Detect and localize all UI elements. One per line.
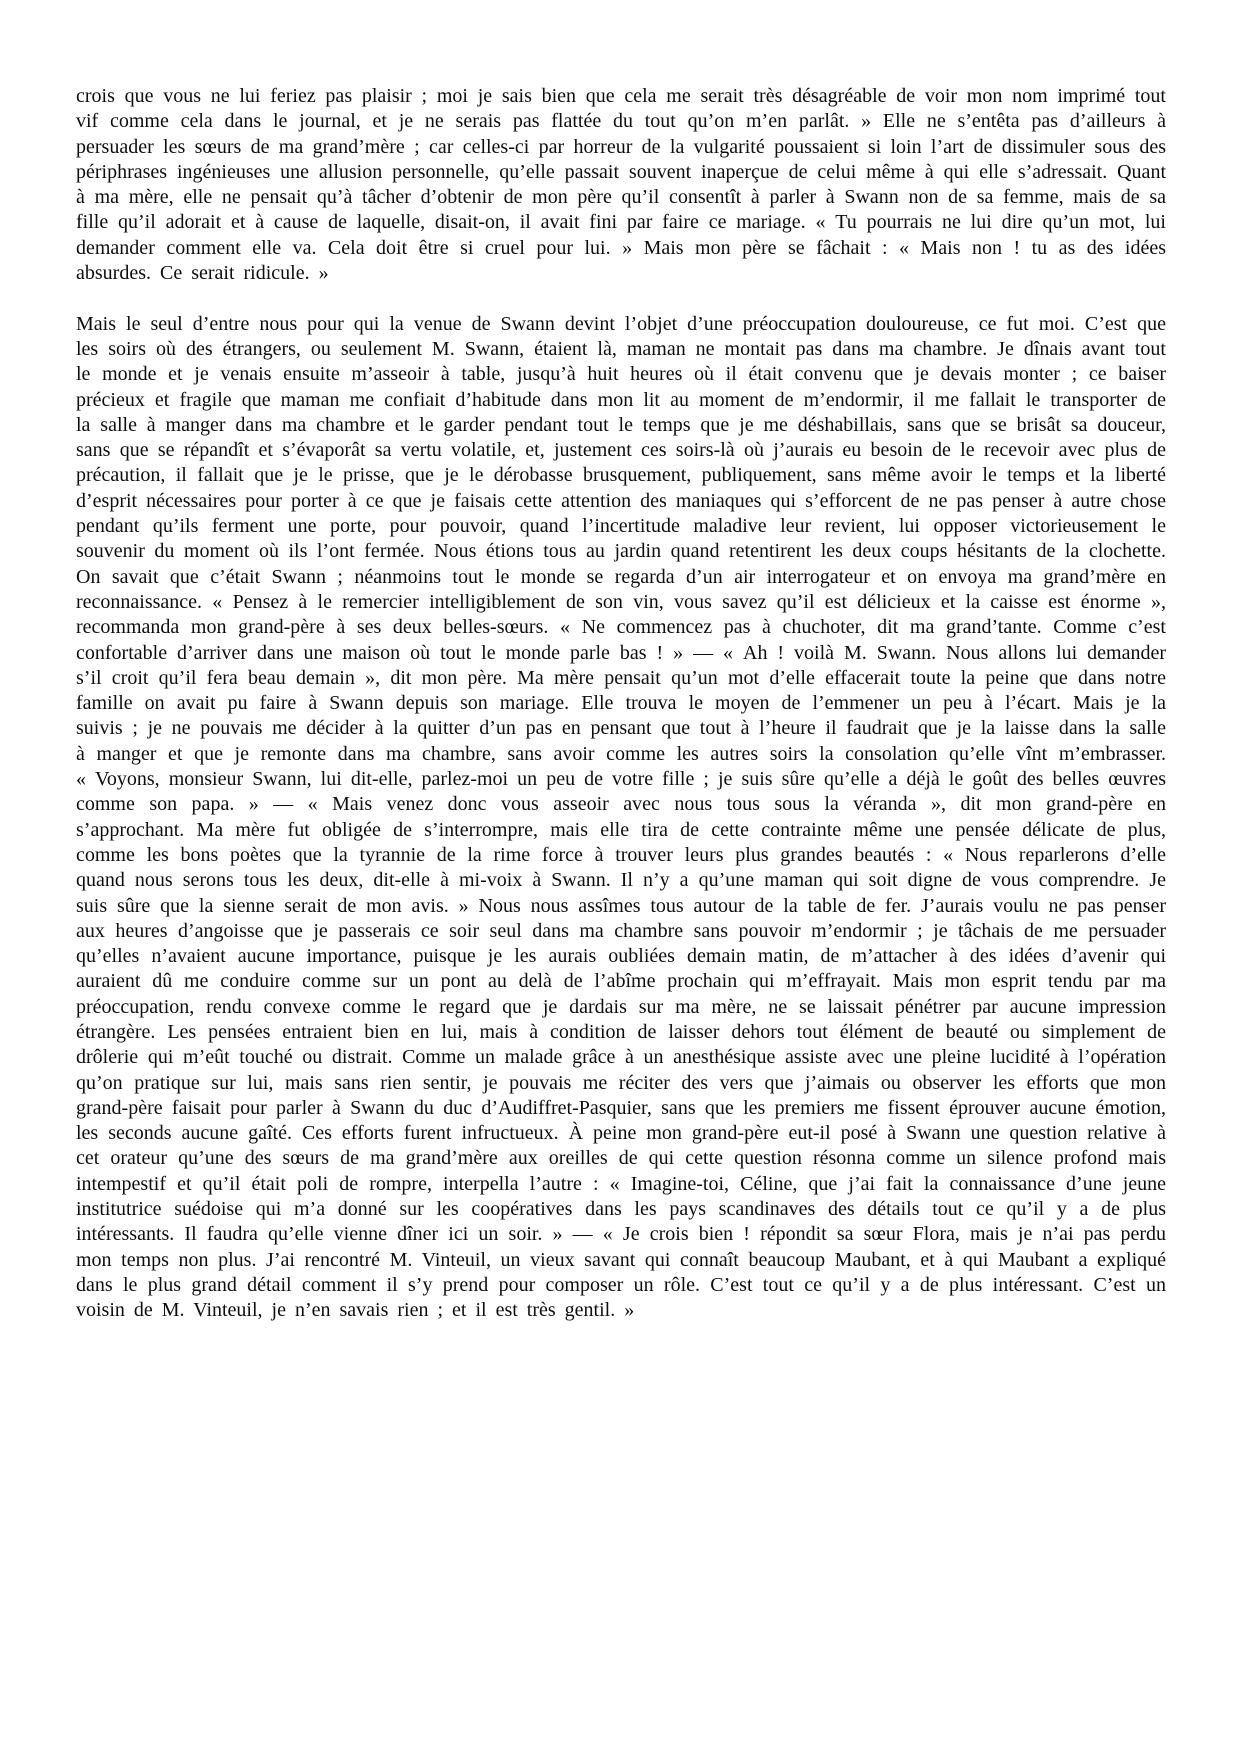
paragraph-2-text: Mais le seul d’entre nous pour qui la venue de Swann devint l’objet d’une préoccupation douloureuse, ce fut moi. C’est que les soirs où des étrangers, ou seulement M. Swann, étaient là, maman ne montait pas dans ma chambre. Je dînais avant tout le monde et je venais ensuite m’asseoir à table, jusqu’à huit heures où il était convenu que je devais monter ; ce baiser précieux et fragile que maman me confiait d’habitude dans mon lit au moment de m’endormir, il me fallait le transporter de la salle à manger dans ma chambre et le garder pendant tout le temps que je me déshabillais, sans que se brisât sa douceur, sans que se répandît et s’évaporât sa vertu volatile, et, justement ces soirs-là où j’aurais eu besoin de le recevoir avec plus de précaution, il fallait que je le prisse, que je le dérobasse brusquement, publiquement, sans même avoir le temps et la liberté d’esprit nécessaires pour porter à ce que je faisais cette attention des maniaques qui s’efforcent de ne pas penser à autre chose pendant qu’ils ferment une porte, pour pouvoir, quand l’incertitude maladive leur revient, lui opposer victorieusement le souvenir du moment où ils l’ont fermée. Nous étions tous au jardin quand retentirent les deux coups hésitants de la clochette. On savait que c’était Swann ; néanmoins tout le monde se regarda d’un air interrogateur et on envoya ma grand’mère en reconnaissance. « Pensez à le remercier intelligiblement de son vin, vous savez qu’il est délicieux et la caisse est énorme », recommanda mon grand-père à ses deux belles-sœurs. « Ne commencez pas à chuchoter, dit ma grand’tante. Comme c’est confortable d’arriver dans une maison où tout le monde parle bas ! » — « Ah ! voilà M. Swann. Nous allons lui demander s’il croit qu’il fera beau demain », dit mon père. Ma mère pensait qu’un mot d’elle effacerait toute la peine que dans notre famille on avait pu faire à Swann depuis son mariage. Elle trouva le moyen de l’emmener un peu à l’écart. Mais je la suivis ; je ne pouvais me décider à la quitter d’un pas en pensant que tout à l’heure il faudrait que je la laisse dans la salle à manger et que je remonte dans ma chambre, sans avoir comme les autres soirs la consolation qu’elle vînt m’embrasser. « Voyons, monsieur Swann, lui dit-elle, parlez-moi un peu de votre fille ; je suis sûre qu’elle a déjà le goût des belles œuvres comme son papa. » — « Mais venez donc vous asseoir avec nous tous sous la véranda », dit mon grand-père en s’approchant. Ma mère fut obligée de s’interrompre, mais elle tira de cette contrainte même une pensée délicate de plus, comme les bons poètes que la tyrannie de la rime force à trouver leurs plus grandes beautés : « Nous reparlerons d’elle quand nous serons tous les deux, dit-elle à mi-voix à Swann. Il n’y a qu’une maman qui soit digne de vous comprendre. Je suis sûre que la sienne serait de mon avis. » Nous nous assîmes tous autour de la table de fer. J’aurais voulu ne pas penser aux heures d’angoisse que je passerais ce soir seul dans ma chambre sans pouvoir m’endormir ; je tâchais de me persuader qu’elles n’avaient aucune importance, puisque je les aurais oubliées demain matin, de m’attacher à des idées d’avenir qui auraient dû me conduire comme sur un pont au delà de l’abîme prochain qui m’effrayait. Mais mon esprit tendu par ma préoccupation, rendu convexe comme le regard que je dardais sur ma mère, ne se laissait pénétrer par aucune impression étrangère. Les pensées entraient bien en lui, mais à condition de laisser dehors tout élément de beauté ou simplement de drôlerie qui m’eût touché ou distrait. Comme un malade grâce à un anesthésique assiste avec une pleine lucidité à l’opération qu’on pratique sur lui, mais sans rien sentir, je pouvais me réciter des vers que j’aimais ou observer les efforts que mon grand-père faisait pour parler à Swann du duc d’Audiffret-Pasquier, sans que les premiers me fissent éprouver aucune émotion, les seconds aucune gaîté. Ces efforts furent infructueux. À peine mon grand-père eut-il posé à Swann une question relative à cet orateur qu’une des sœurs de ma grand’mère aux oreilles de qui cette question résonna comme un silence profond mais intempestif et qu’il était poli de rompre, interpella l’autre : « Imagine-toi, Céline, que j’ai fait la connaissance d’une jeune institutrice suédoise qui m’a donné sur les coopératives dans les pays scandinaves des détails tout ce qu’il y a de plus intéressants. Il faudra qu’elle vienne dîner ici un soir. » — « Je crois bien ! répondit sa sœur Flora, mais je n’ai pas perdu mon temps non plus. J’ai rencontré M. Vinteuil, un vieux savant qui connaît beaucoup Maubant, et à qui Maubant a expliqué dans le plus grand détail comment il s’y prend pour composer un rôle. C’est tout ce — [76, 312, 1166, 1296]
paragraph-2 — [76, 312, 1166, 1324]
paragraph-2-clipped-bottom-line: qu’il y a de plus intéressant. C’est un voisin de M. Vinteuil, je n’en savais rien ; et il est très gentil. » — [76, 1273, 1166, 1322]
paragraph-1: crois que vous ne lui feriez pas plaisir ; moi je sais bien que cela me serait très désagréable de voir mon nom imprimé tout vif comme cela dans le journal, et je ne serais pas flattée du tout qu’on m’en parlât. » Elle ne s’entêta pas d’ailleurs à persuader les sœurs de ma grand’mère ; car celles-ci par horreur de la vulgarité poussaient si loin l’art de dissimuler sous des périphrases ingénieuses une allusion personnelle, qu’elle passait souvent inaperçue de celui même à qui elle s’adressait. Quant à ma mère, elle ne pensait qu’à tâcher d’obtenir de mon père qu’il consentît à parler à Swann non de sa femme, mais de sa fille qu’il adorait et à cause de laquelle, disait-on, il avait fini par faire ce mariage. « Tu pourrais ne lui dire qu’un mot, lui demander comment elle va. Cela doit être si cruel pour lui. » Mais mon père se fâchait : « Mais non ! tu as des idées absurdes. Ce serait ridicule. » — [76, 85, 1166, 285]
